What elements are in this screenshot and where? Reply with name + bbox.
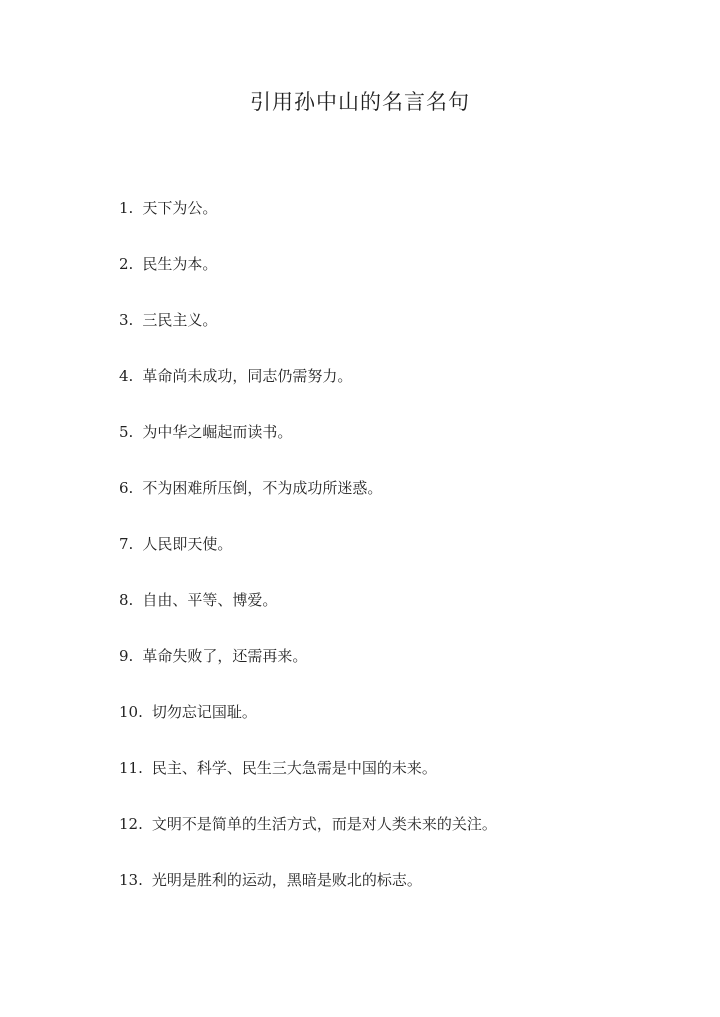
item-number: 3.: [119, 311, 134, 329]
item-text: 三民主义。: [142, 311, 218, 329]
item-number: 10.: [119, 703, 143, 721]
item-number: 4.: [119, 367, 134, 385]
item-text: 民主、科学、民生三大急需是中国的未来。: [151, 759, 437, 777]
item-number: 7.: [119, 535, 134, 553]
item-number: 6.: [119, 479, 134, 497]
item-number: 8.: [119, 591, 134, 609]
list-item: [119, 810, 679, 866]
item-text: 文明不是简单的生活方式，而是对人类未来的关注。: [151, 815, 497, 833]
list-item: [119, 698, 679, 754]
item-number: 9.: [119, 647, 134, 665]
item-text: 切勿忘记国耻。: [151, 703, 257, 721]
item-number: 11.: [119, 759, 143, 777]
item-number: 12.: [119, 815, 143, 833]
list-item: [119, 866, 679, 922]
item-text: 人民即天使。: [142, 535, 233, 553]
list-item: [119, 754, 679, 810]
list-item: [119, 530, 679, 586]
item-text: 不为困难所压倒，不为成功所迷惑。: [142, 479, 383, 497]
item-number: 2.: [119, 255, 134, 273]
item-number: 13.: [119, 871, 143, 889]
item-number: 5.: [119, 423, 134, 441]
page-title: 引用孙中山的名言名句: [250, 90, 470, 114]
item-text: 为中华之崛起而读书。: [142, 423, 293, 441]
item-text: 革命尚未成功，同志仍需努力。: [142, 367, 353, 385]
list-item: [119, 642, 679, 698]
item-text: 革命失败了，还需再来。: [142, 647, 308, 665]
list-item: [119, 194, 679, 250]
list-item: [119, 586, 679, 642]
quote-list: [119, 194, 679, 922]
list-item: [119, 250, 679, 306]
list-item: [119, 474, 679, 530]
item-text: 天下为公。: [142, 199, 218, 217]
list-item: [119, 362, 679, 418]
item-text: 自由、平等、博爱。: [142, 591, 278, 609]
item-text: 光明是胜利的运动，黑暗是败北的标志。: [151, 871, 422, 889]
item-text: 民生为本。: [142, 255, 218, 273]
item-number: 1.: [119, 199, 134, 217]
list-item: [119, 306, 679, 362]
list-item: [119, 418, 679, 474]
